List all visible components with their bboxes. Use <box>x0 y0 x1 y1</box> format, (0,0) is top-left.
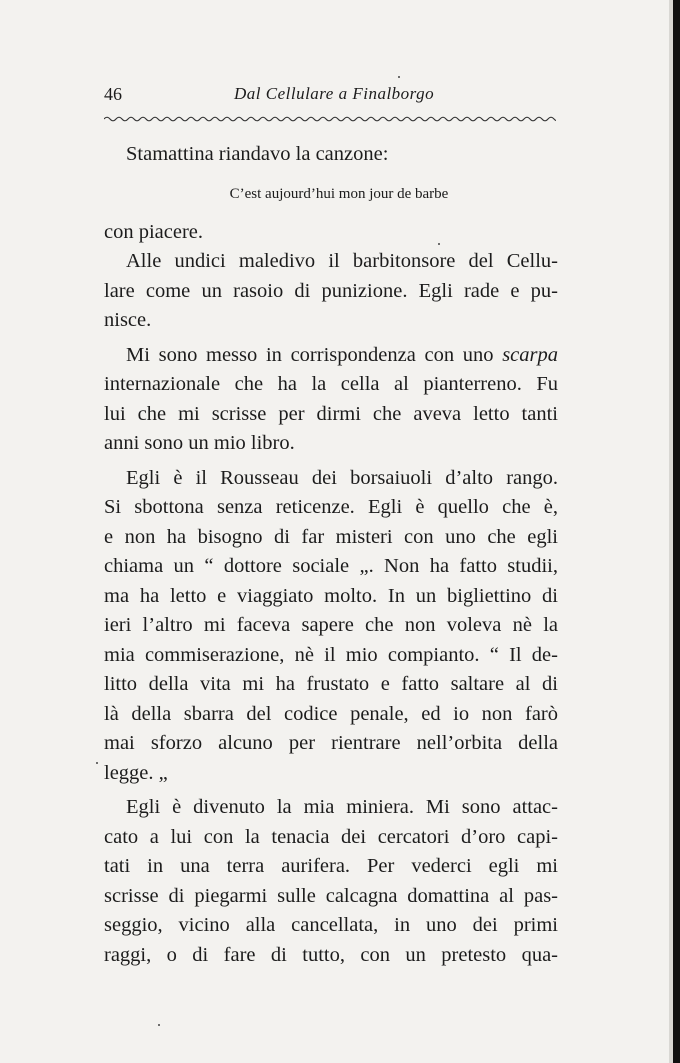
paragraph-line: Egli è il Rousseau dei borsaiuoli d’alto rango. <box>126 466 558 489</box>
body-text <box>104 140 558 970</box>
page-number: 46 <box>104 84 122 104</box>
paragraph-line: cato a lui con la tenacia dei cercatori d’oro capi- <box>104 825 558 848</box>
paragraph-line: Stamattina riandavo la canzone: <box>126 143 389 165</box>
paragraph-line: ieri l’altro mi faceva sapere che non voleva nè la <box>104 614 558 636</box>
paragraph-line: raggi, o di fare di tutto, con un pretesto qua- <box>104 943 558 966</box>
paragraph-line: chiama un “ dottore sociale „. Non ha fatto studii, <box>104 555 558 577</box>
paragraph-line: mia commiserazione, nè il mio compianto. “ Il de- <box>104 643 558 666</box>
paper-speck <box>438 243 440 245</box>
paragraph-line: Alle undici maledivo il barbitonsore del Cellu- <box>126 250 558 272</box>
paragraph-line: ma ha letto e viaggiato molto. In un bigliettino di <box>104 584 558 607</box>
paragraph-line: legge. „ <box>104 761 168 784</box>
wavy-rule-icon <box>104 112 556 126</box>
paper-speck <box>158 1024 160 1026</box>
paragraph-line <box>104 341 558 371</box>
paragraph-line: internazionale che ha la cella al pianterreno. Fu <box>104 373 558 395</box>
paragraph-line: nisce. <box>104 309 152 331</box>
paragraph-line: lare come un rasoio di punizione. Egli rade e pu- <box>104 279 558 302</box>
page-header <box>104 84 556 110</box>
paragraph-line: mai sforzo alcuno per rientrare nell’orbita della <box>104 732 558 754</box>
paragraph-line: lui che mi scrisse per dirmi che aveva letto tanti <box>104 402 558 425</box>
page-edge <box>673 0 680 1063</box>
paragraph-line: con piacere. <box>104 220 204 243</box>
paragraph-line: anni sono un mio libro. <box>104 432 295 454</box>
paragraph-line: Egli è divenuto la mia miniera. Mi sono attac- <box>126 796 558 818</box>
paragraph-line: scrisse di piegarmi sulle calcagna domattina al pas- <box>104 884 558 907</box>
paper-speck <box>398 76 400 78</box>
verse-quote: C’est aujourd’hui mon jour de barbe <box>229 185 449 202</box>
paragraph-line: litto della vita mi ha frustato e fatto saltare al di <box>104 673 558 695</box>
paragraph-text: Mi sono messo in corrispondenza con uno <box>126 343 494 366</box>
paper-speck <box>96 762 98 764</box>
paragraph-line: là della sbarra del codice penale, ed io non farò <box>104 702 558 725</box>
wavy-rule-ornament <box>104 112 556 126</box>
paragraph-line: seggio, vicino alla cancellata, in uno dei primi <box>104 914 558 936</box>
paragraph-line: e non ha bisogno di far misteri con uno che egli <box>104 525 558 548</box>
italic-term: scarpa <box>502 343 559 366</box>
paragraph-line: Si sbottona senza reticenze. Egli è quello che è, <box>104 496 558 518</box>
paragraph-line: tati in una terra aurifera. Per vederci egli mi <box>104 855 558 877</box>
running-title: Dal Cellulare a Finalborgo <box>234 84 435 103</box>
